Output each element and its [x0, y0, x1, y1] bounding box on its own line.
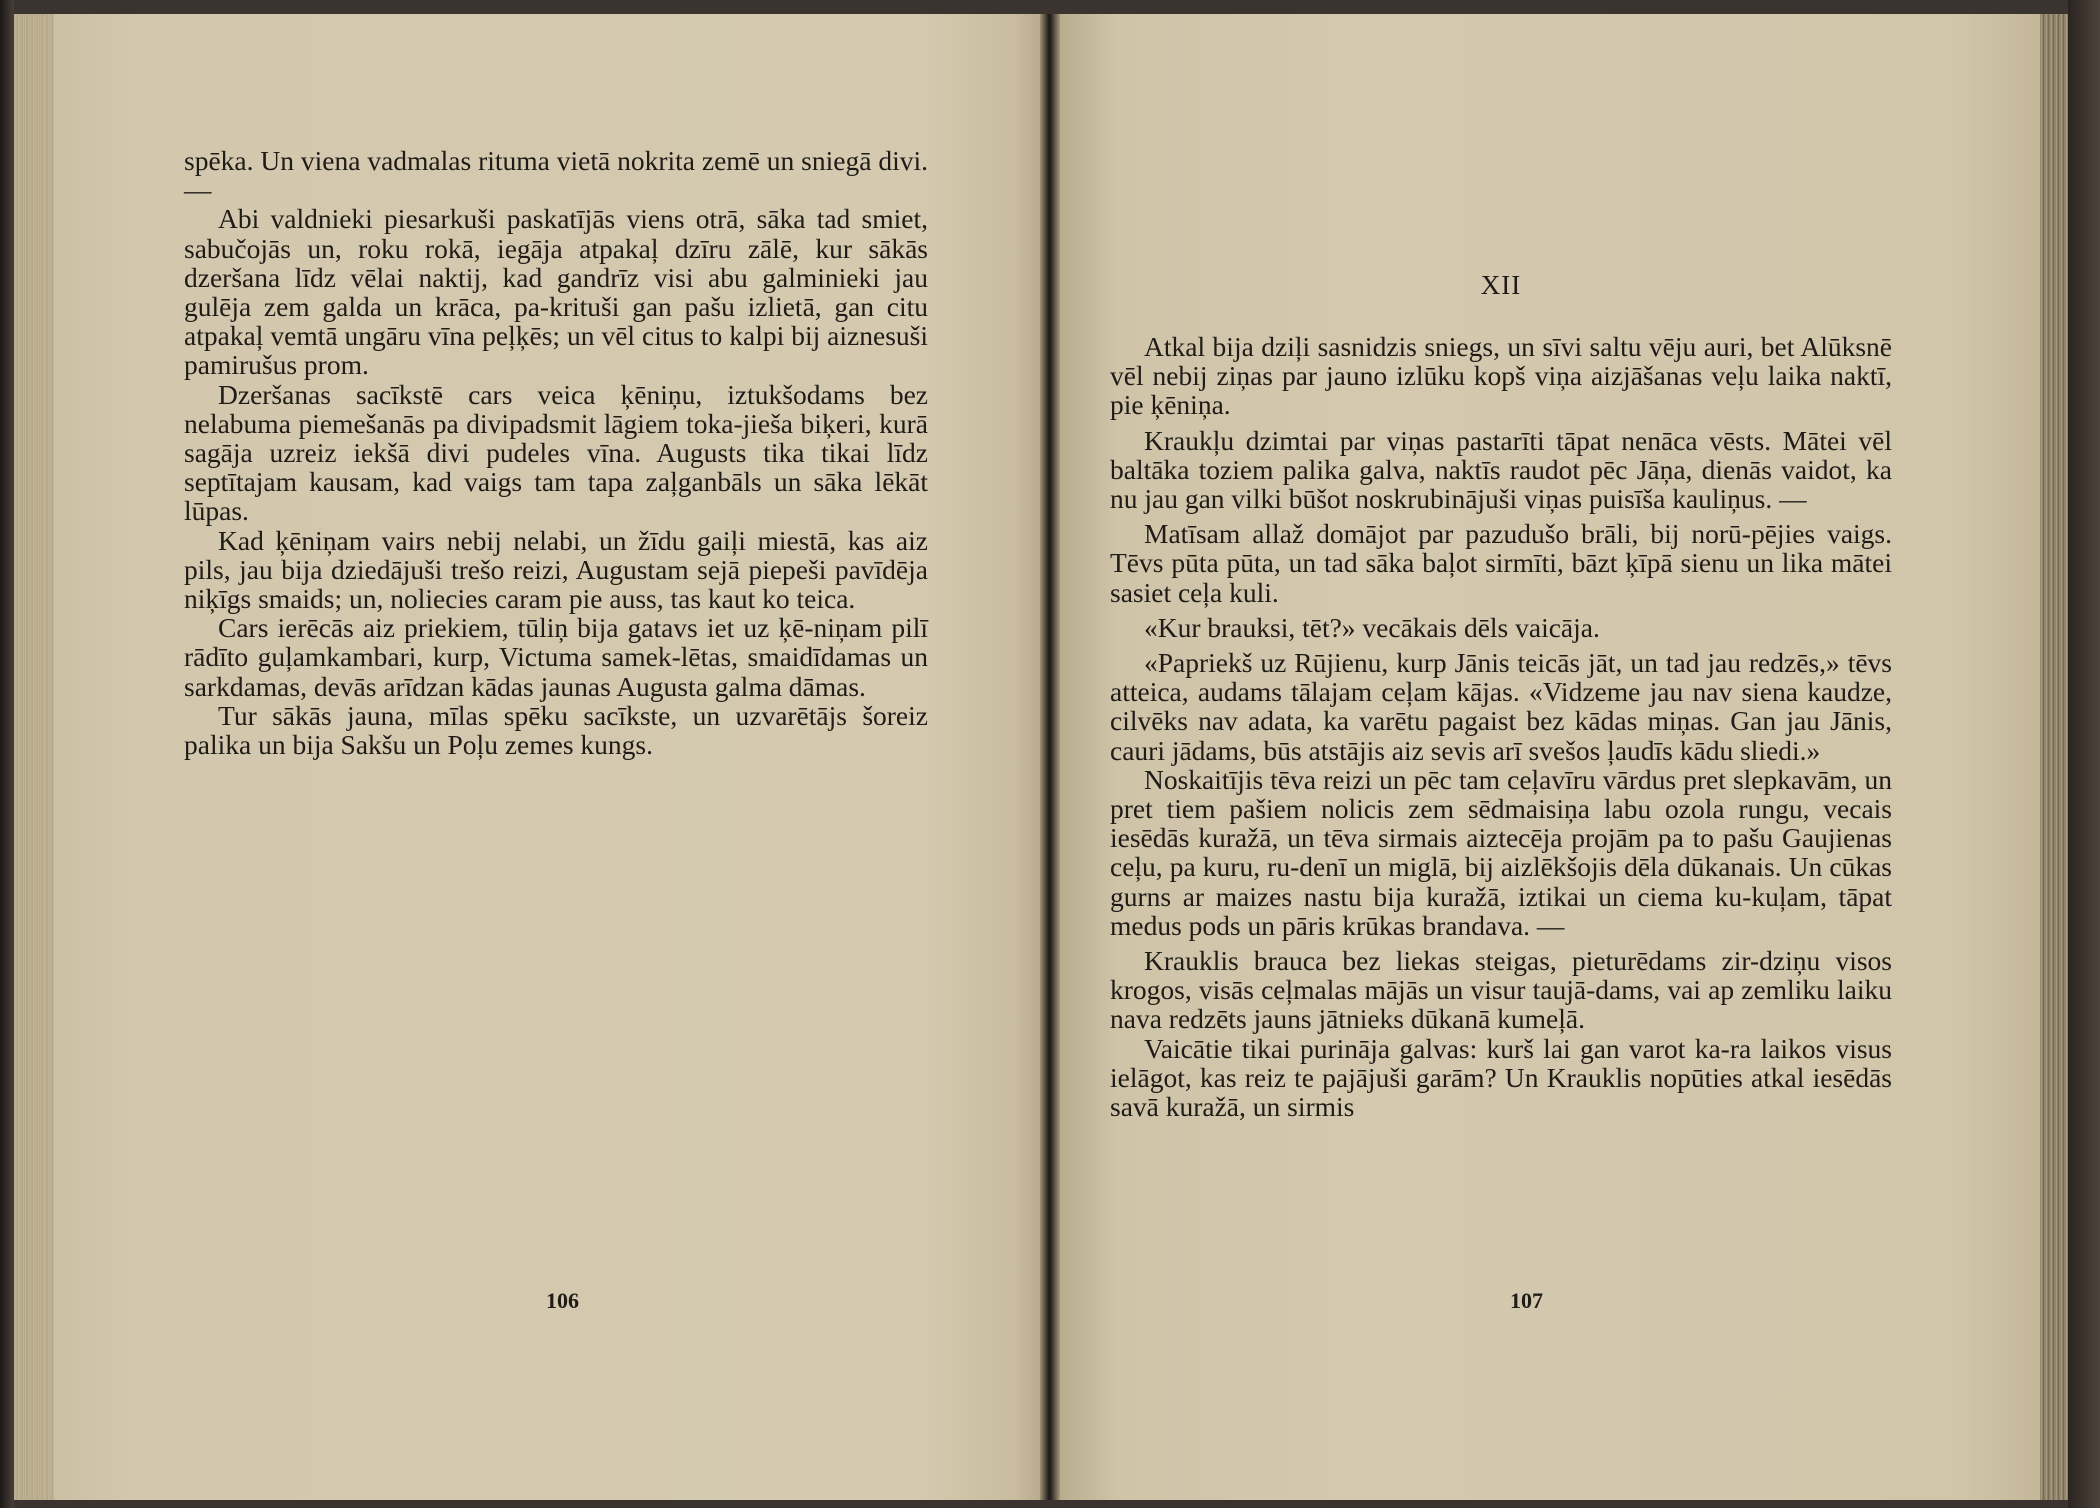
paragraph: Matīsam allaž domājot par pazudušo brāli, bij norū-pējies vaigs. Tēvs pūta pūta, un tad sāka baļot sirmīti, bāzt ķīpā sienu un lika mātei sasiet ceļa kuli.: [1110, 518, 1892, 608]
paragraph: Noskaitījis tēva reizi un pēc tam ceļavīru vārdus pret slepkavām, un pret tiem pašiem nolicis zem sēdmaisiņa labu ozola rungu, vecais iesēdās kuražā, un tēva sirmais aiztecēja projām pa to pašu Gaujienas ceļu, pa kuru, ru-denī un miglā, bij aizlēkšojis dēla dūkanais. Un cūkas gurns ar maizes nastu bija kuražā, iztikai un ciema ku-kuļam, tāpat medus pods un pāris krūkas brandava. —: [1110, 763, 1892, 941]
paragraph: Kraukļu dzimtai par viņas pastarīti tāpat nenāca vēsts. Mātei vēl baltāka toziem palika galva, naktīs raudot pēc Jāņa, dienās vaidot, ka nu jau gan vilki būšot noskrubinājuši viņas puisīša kauliņus. —: [1110, 424, 1892, 515]
paragraph: Dzeršanas sacīkstē cars veica ķēniņu, iztukšodams bez nelabuma piemešanās pa divipadsmit lāgiem toka-jieša biķeri, kurā sagāja uzreiz iekšā divi pudeles vīna. Augusts tika tikai līdz septītajam kausam, kad vaigs tam tapa zaļganbāls un sāka lēkāt lūpas.: [184, 378, 928, 527]
paragraph: Abi valdnieki piesarkuši paskatījās viens otrā, sāka tad smiet, sabučojās un, roku rokā, iegāja atpakaļ dzīru zālē, kur sākās dzeršana līdz vēlai naktij, kad gandrīz visi abu galminieki jau gulēja zem galda un krāca, pa-krituši gan pašu izlietā, gan citu atpakaļ vemtā ungāru vīna peļķēs; un vēl citus to kalpi bij aiznesuši pamirušus prom.: [184, 203, 928, 381]
paragraph: Tur sākās jauna, mīlas spēku sacīkste, un uzvarētājs šoreiz palika un bija Sakšu un Poļu zemes kungs.: [184, 699, 928, 761]
book-cover-right-edge: [2068, 0, 2100, 1508]
paragraph: Cars ierēcās aiz priekiem, tūliņ bija gatavs iet uz ķē-niņam pilī rādīto guļamkambari, kurp, Victuma samek-lētas, smaidīdamas un sarkdamas, devās arīdzan kādas jaunas Augusta galma dāmas.: [184, 612, 928, 702]
paragraph: spēka. Un viena vadmalas rituma vietā nokrita zemē un sniegā divi. —: [184, 145, 928, 206]
page-number-left: 106: [546, 1288, 579, 1313]
book-cover-left-edge: [0, 0, 14, 1508]
paragraph: Vaicātie tikai purināja galvas: kurš lai gan varot ka-ra laikos visus ielāgot, kas reiz te pajājuši garām? Un Krauklis nopūties atkal iesēdās savā kuražā, un sirmis: [1110, 1032, 1892, 1123]
left-page-edges: [14, 14, 54, 1500]
paragraph: Kad ķēniņam vairs nebij nelabi, un žīdu gaiļi miestā, kas aiz pils, jau bija dziedājuši trešo reizi, Augustam sejā piepeši pavīdēja niķīgs smaids; un, noliecies caram pie auss, tas kaut ko teica.: [184, 524, 928, 615]
left-page-text: [184, 146, 928, 759]
paragraph: «Papriekš uz Rūjienu, kurp Jānis teicās jāt, un tad jau redzēs,» tēvs atteica, audams tālajam ceļam kājas. «Vidzeme jau nav siena kaudze, cilvēks nav adata, ka varētu pagaist bez kādas miņas. Gan jau Jānis, cauri jādams, būs atstājis aiz sevis arī svešos ļaudīs kādu sliedi.»: [1110, 647, 1892, 766]
book-spine: [1040, 14, 1060, 1500]
paragraph: Krauklis brauca bez liekas steigas, pieturēdams zir-dziņu visos krogos, visās ceļmalas mājās un visur taujā-dams, vai ap zemliku laiku nava redzēts jauns jātnieks dūkanā kumeļā.: [1110, 945, 1892, 1035]
paragraph: Atkal bija dziļi sasnidzis sniegs, un sīvi saltu vēju auri, bet Alūksnē vēl nebij ziņas par jauno izlūku kopš viņa aizjāšanas veļu laika naktī, pie ķēniņa.: [1110, 331, 1892, 421]
paragraph: «Kur brauksi, tēt?» vecākais dēls vaicāja.: [1144, 611, 1600, 643]
right-page-text: [1110, 332, 1892, 1121]
page-number-right: 107: [1510, 1288, 1543, 1313]
right-page-edges: [2040, 14, 2068, 1500]
chapter-title: XII: [1480, 270, 1522, 300]
